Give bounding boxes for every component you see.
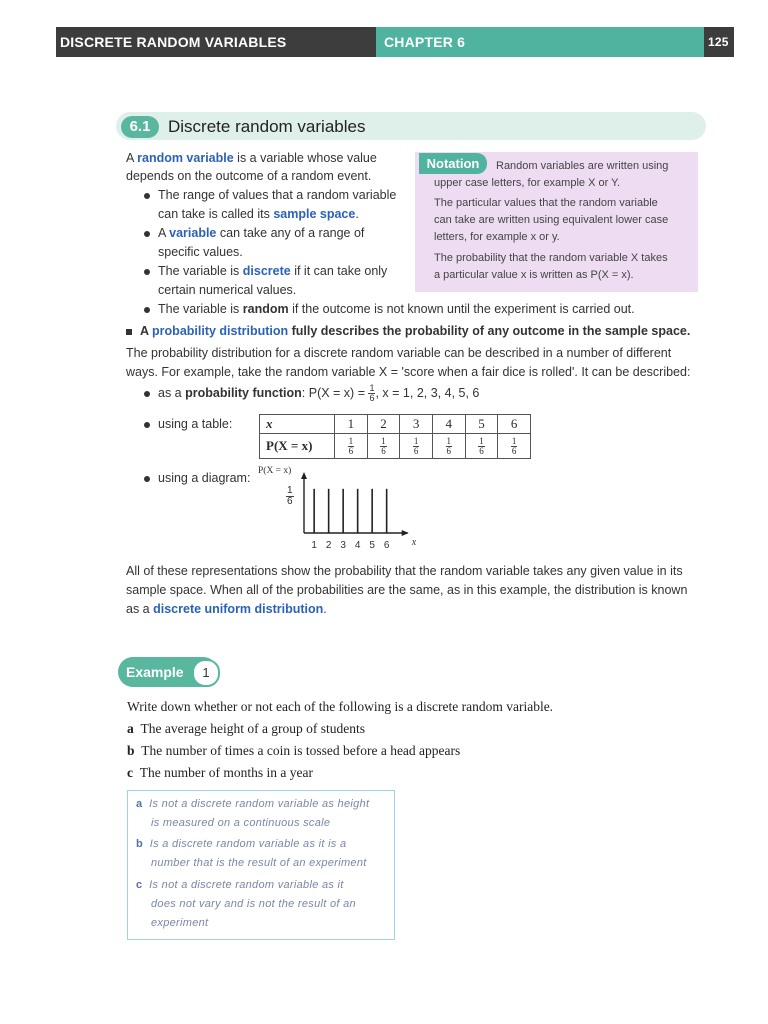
header-chapter: CHAPTER 6 [384, 34, 466, 50]
intro-line-1: A random variable is a variable whose value [126, 151, 377, 165]
x-tick-label: 1 [311, 540, 317, 551]
summary-line-2: sample space. When all of the probabilities are the same, as in this example, the distribution is known [126, 583, 688, 597]
key-point-square-icon [126, 329, 132, 335]
bullet-icon [144, 422, 150, 428]
solution-a-l1: a Is not a discrete random variable as height [136, 798, 370, 810]
notation-tag: Notation [419, 153, 487, 174]
x-axis-label: x [411, 537, 417, 548]
solution-b-l2: number that is the result of an experiment [151, 857, 367, 869]
diagram-ytick-fraction: $\frac{1}{6}$ [287, 485, 293, 507]
fraction-one-sixth: $\frac{1}{6}$ [369, 383, 375, 404]
notation-p2-l3: letters, for example x or y. [434, 231, 560, 243]
bullet-variable: A variable can take any of a range of [144, 224, 364, 243]
solution-c-l1: c Is not a discrete random variable as it [136, 879, 344, 891]
bullet-sample-space: The range of values that a random variable [144, 186, 396, 205]
notation-p2-l2: can take are written using equivalent lower case [434, 214, 669, 226]
x-tick-label: 3 [340, 540, 346, 551]
table-cell-p: $\frac{1}{6}$ [400, 434, 433, 459]
table-cell-x: 5 [465, 415, 498, 434]
header-chapter-bar [376, 27, 704, 57]
table-cell-x: 2 [367, 415, 400, 434]
page-number: 125 [708, 35, 729, 49]
term-random-variable: random variable [137, 151, 234, 165]
x-axis-arrow-icon [402, 530, 409, 536]
solution-c-l3: experiment [151, 917, 209, 929]
x-tick-label: 5 [369, 540, 375, 551]
term-discrete: discrete [242, 264, 291, 278]
table-cell-x: 6 [498, 415, 531, 434]
bullet-discrete: The variable is discrete if it can take only [144, 262, 387, 281]
bullet-table: using a table: [144, 415, 232, 434]
bullet-icon [144, 269, 150, 275]
section-title: Discrete random variables [168, 117, 366, 136]
table-cell-x: 3 [400, 415, 433, 434]
notation-p3-l2: a particular value x is written as P(X = x). [434, 269, 634, 281]
example-part-c: c The number of months in a year [127, 765, 313, 780]
example-part-a: a The average height of a group of students [127, 721, 366, 736]
bullet-icon [144, 476, 150, 482]
probability-table [259, 414, 531, 459]
summary-line-1: All of these representations show the probability that the random variable takes any given value in its [126, 564, 683, 578]
example-label: Example [126, 664, 184, 680]
bullet-diagram: using a diagram: [144, 469, 250, 488]
example-part-b: b The number of times a coin is tossed before a head appears [127, 743, 461, 758]
term-probability-function: probability function [185, 386, 302, 400]
table-cell-p: $\frac{1}{6}$ [367, 434, 400, 459]
bullet-icon [144, 193, 150, 199]
para-line-2: ways. For example, take the random variable X = 'score when a fair dice is rolled'. It can be described: [126, 365, 691, 379]
example-number: 1 [192, 659, 220, 687]
term-discrete-uniform: discrete uniform distribution [153, 602, 324, 616]
intro-line-2: depends on the outcome of a random event. [126, 169, 372, 183]
key-point: A probability distribution fully describes the probability of any outcome in the sample space. [126, 322, 690, 341]
table-cell-p: $\frac{1}{6}$ [498, 434, 531, 459]
x-tick-label: 6 [383, 540, 390, 551]
bullet-icon [144, 307, 150, 313]
x-tick-label: 4 [354, 540, 361, 551]
bullet-sample-space-line2: can take is called its sample space. [158, 207, 359, 221]
header-title: DISCRETE RANDOM VARIABLES [60, 34, 287, 50]
term-variable: variable [169, 226, 217, 240]
example-prompt: Write down whether or not each of the following is a discrete random variable. [127, 699, 554, 714]
solution-a-l2: is measured on a continuous scale [151, 817, 331, 829]
term-random: random [242, 302, 289, 316]
section-number: 6.1 [121, 116, 159, 138]
table-cell-p: $\frac{1}{6}$ [335, 434, 368, 459]
table-header-p: P(X = x) [260, 434, 335, 459]
table-header-x: x [260, 415, 335, 434]
bullet-icon [144, 231, 150, 237]
bullet-discrete-line2: certain numerical values. [158, 283, 297, 297]
term-sample-space: sample space [273, 207, 356, 221]
table-cell-p: $\frac{1}{6}$ [432, 434, 465, 459]
y-axis-arrow-icon [301, 472, 307, 479]
notation-p1-l2: upper case letters, for example X or Y. [434, 177, 621, 189]
term-probability-distribution: probability distribution [152, 324, 289, 338]
notation-p2-l1: The particular values that the random variable [434, 197, 658, 209]
table-cell-x: 4 [432, 415, 465, 434]
solution-c-l2: does not vary and is not the result of an [151, 898, 356, 910]
table-cell-x: 1 [335, 415, 368, 434]
solution-b-l1: b Is a discrete random variable as it is a [136, 838, 347, 850]
header-page-box [704, 27, 734, 57]
para-line-1: The probability distribution for a discrete random variable can be described in a number of different [126, 346, 672, 360]
summary-line-3: as a discrete uniform distribution. [126, 602, 327, 616]
notation-p3-l1: The probability that the random variable X takes [434, 252, 668, 264]
table-cell-p: $\frac{1}{6}$ [465, 434, 498, 459]
header-left-bar [56, 27, 376, 57]
diagram-ylabel: P(X = x) [258, 466, 292, 476]
notation-p1-l1: Random variables are written using [496, 160, 669, 172]
x-tick-label: 2 [325, 540, 332, 551]
bullet-icon [144, 391, 150, 397]
probability-diagram [290, 470, 440, 560]
bullet-variable-line2: specific values. [158, 245, 243, 259]
bullet-probability-function: as a probability function: P(X = x) = $\frac{1}{6}$ , x = 1, 2, 3, 4, 5, 6 [144, 384, 479, 403]
bullet-random: The variable is random if the outcome is not known until the experiment is carried out. [144, 300, 635, 319]
